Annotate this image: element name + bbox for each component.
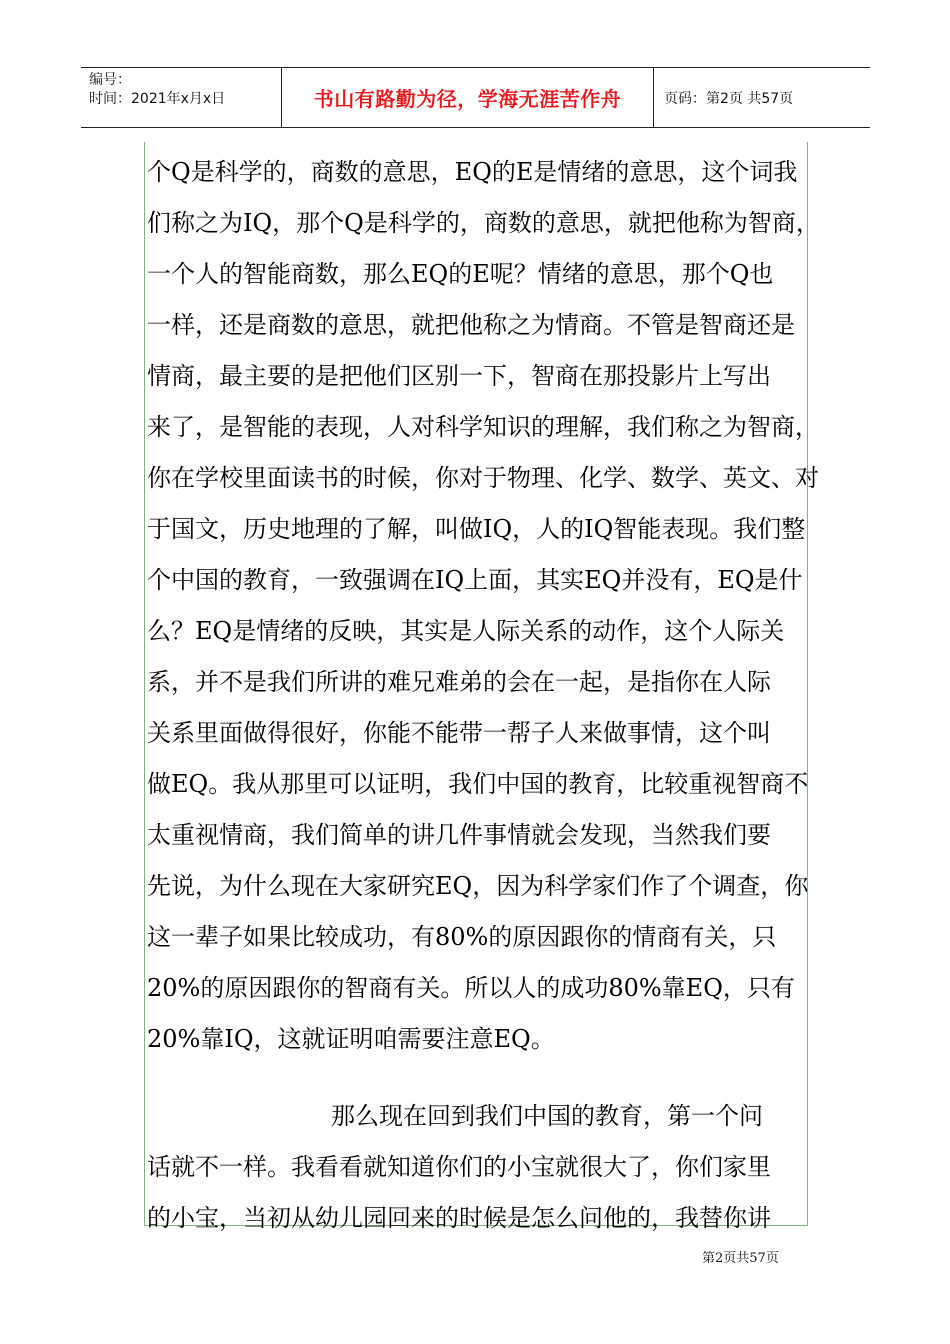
- body-line: 做EQ。我从那里可以证明，我们中国的教育，比较重视智商不: [147, 770, 809, 798]
- body-line: 话就不一样。我看看就知道你们的小宝就很大了，你们家里: [147, 1153, 771, 1181]
- body-line: 太重视情商，我们简单的讲几件事情就会发现，当然我们要: [147, 821, 771, 849]
- page-footer: 第2页共57页: [702, 1251, 779, 1266]
- header-motto-cell: [282, 68, 654, 127]
- body-line: 么？EQ是情绪的反映，其实是人际关系的动作，这个人际关: [147, 617, 785, 645]
- document-header: [81, 67, 870, 128]
- body-line: 情商，最主要的是把他们区别一下，智商在那投影片上写出: [147, 362, 771, 390]
- body-line: 系，并不是我们所讲的难兄难弟的会在一起，是指你在人际: [147, 668, 771, 696]
- body-line: 20%的原因跟你的智商有关。所以人的成功80%靠EQ，只有: [147, 974, 795, 1002]
- number-label: 编号：: [89, 72, 131, 88]
- body-line: 关系里面做得很好，你能不能带一帮子人来做事情，这个叫: [147, 719, 771, 747]
- body-line: 的小宝，当初从幼儿园回来的时候是怎么问他的，我替你讲: [147, 1204, 771, 1232]
- header-meta-cell: [81, 68, 282, 127]
- body-line: 一个人的智能商数，那么EQ的E呢？情绪的意思，那个Q也: [147, 260, 774, 288]
- text-frame: [144, 142, 820, 1232]
- motto-text: 书山有路勤为径，学海无涯苦作舟: [313, 87, 622, 111]
- body-line: 20%靠IQ，这就证明咱需要注意EQ。: [147, 1025, 555, 1053]
- body-line: 你在学校里面读书的时候，你对于物理、化学、数学、英文、对: [147, 464, 819, 492]
- body-line: 先说，为什么现在大家研究EQ，因为科学家们作了个调查，你: [147, 872, 809, 900]
- header-page-cell: [654, 68, 870, 127]
- body-line: 于国文，历史地理的了解，叫做IQ，人的IQ智能表现。我们整: [147, 515, 806, 543]
- paragraph-indent-line: 那么现在回到我们中国的教育，第一个问: [331, 1102, 763, 1130]
- body-line: 个中国的教育，一致强调在IQ上面，其实EQ并没有，EQ是什: [147, 566, 803, 594]
- body-line: 这一辈子如果比较成功，有80%的原因跟你的情商有关，只: [147, 923, 777, 951]
- time-label: 时间：2021年x月x日: [89, 91, 226, 107]
- body-line: 来了，是智能的表现，人对科学知识的理解，我们称之为智商，: [147, 413, 819, 441]
- page-info: 页码：第2页 共57页: [664, 90, 794, 107]
- body-line: 个Q是科学的，商数的意思，EQ的E是情绪的意思，这个词我: [147, 158, 798, 186]
- body-line: 一样，还是商数的意思，就把他称之为情商。不管是智商还是: [147, 311, 795, 339]
- body-line: 们称之为IQ，那个Q是科学的，商数的意思，就把他称为智商，: [147, 209, 820, 237]
